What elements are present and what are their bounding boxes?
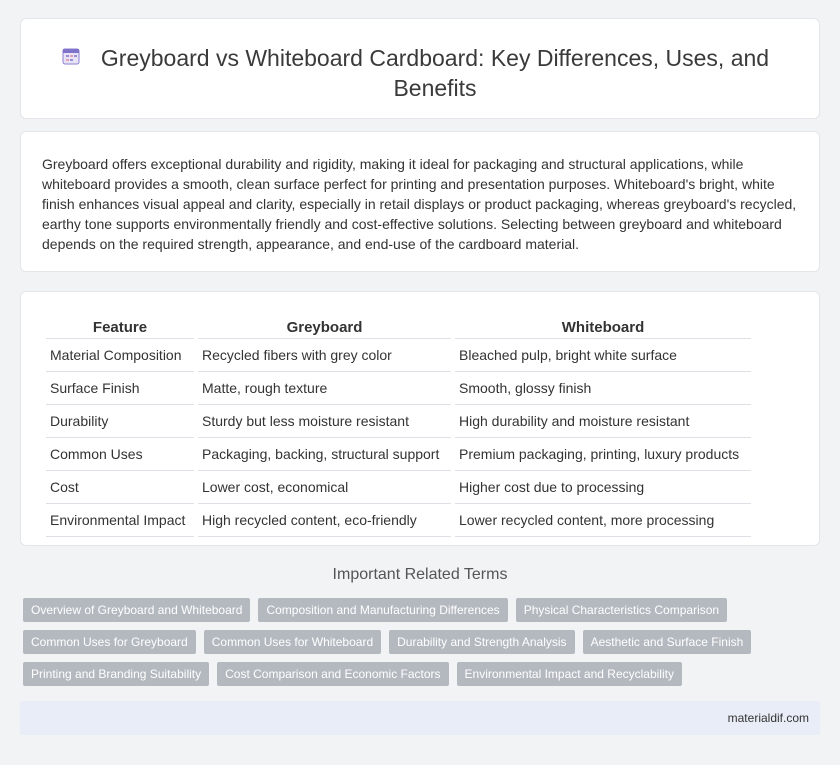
related-term-tag[interactable]: Composition and Manufacturing Differences (258, 598, 507, 622)
table-row (46, 473, 751, 504)
table-row (46, 407, 751, 438)
related-term-tag[interactable]: Common Uses for Greyboard (23, 630, 196, 654)
table-row (46, 440, 751, 471)
column-header: Feature (46, 317, 194, 339)
related-term-tag[interactable]: Physical Characteristics Comparison (516, 598, 727, 622)
column-header: Greyboard (198, 317, 451, 339)
intro-card (20, 131, 820, 272)
related-terms-list (23, 598, 823, 694)
related-term-tag[interactable]: Environmental Impact and Recyclability (457, 662, 682, 686)
table-cell: Durability (46, 407, 194, 438)
table-cell: High recycled content, eco-friendly (198, 506, 451, 537)
table-row (46, 374, 751, 405)
table-cell: Sturdy but less moisture resistant (198, 407, 451, 438)
table-cell: Higher cost due to processing (455, 473, 751, 504)
table-cell: Packaging, backing, structural support (198, 440, 451, 471)
table-cell: High durability and moisture resistant (455, 407, 751, 438)
footer-site-link[interactable]: materialdif.com (727, 711, 809, 725)
table-cell: Surface Finish (46, 374, 194, 405)
table-cell: Common Uses (46, 440, 194, 471)
related-term-tag[interactable]: Cost Comparison and Economic Factors (217, 662, 448, 686)
related-term-tag[interactable]: Printing and Branding Suitability (23, 662, 209, 686)
table-cell: Premium packaging, printing, luxury products (455, 440, 751, 471)
related-terms-heading: Important Related Terms (332, 566, 508, 583)
column-header: Whiteboard (455, 317, 751, 339)
table-cell: Cost (46, 473, 194, 504)
intro-paragraph: Greyboard offers exceptional durability and rigidity, making it ideal for packaging and structural applications, while whiteboard provides a smooth, clean surface perfect for printing and presentation purposes. Whiteboard's bright, white finish enhances visual appeal and clarity, especially in retail displays or product packaging, whereas greyboard's recycled, earthy tone supports environmentally friendly and cost-effective solutions. Selecting between greyboard and whiteboard depends on the required strength, appearance, and end-use of the cardboard material. (42, 156, 797, 252)
related-term-tag[interactable]: Durability and Strength Analysis (389, 630, 574, 654)
title-card (20, 18, 820, 119)
comparison-table-card (20, 291, 820, 546)
footer (20, 701, 820, 735)
table-row (46, 341, 751, 372)
table-cell: Bleached pulp, bright white surface (455, 341, 751, 372)
table-row (46, 506, 751, 537)
table-cell: Smooth, glossy finish (455, 374, 751, 405)
table-cell: Lower recycled content, more processing (455, 506, 751, 537)
table-cell: Recycled fibers with grey color (198, 341, 451, 372)
table-header-row (46, 317, 751, 339)
related-term-tag[interactable]: Common Uses for Whiteboard (204, 630, 381, 654)
table-cell: Matte, rough texture (198, 374, 451, 405)
page-title: Greyboard vs Whiteboard Cardboard: Key Differences, Uses, and Benefits (100, 45, 770, 101)
related-term-tag[interactable]: Overview of Greyboard and Whiteboard (23, 598, 250, 622)
related-term-tag[interactable]: Aesthetic and Surface Finish (583, 630, 752, 654)
comparison-table (42, 315, 755, 539)
table-cell: Lower cost, economical (198, 473, 451, 504)
table-cell: Material Composition (46, 341, 194, 372)
table-cell: Environmental Impact (46, 506, 194, 537)
